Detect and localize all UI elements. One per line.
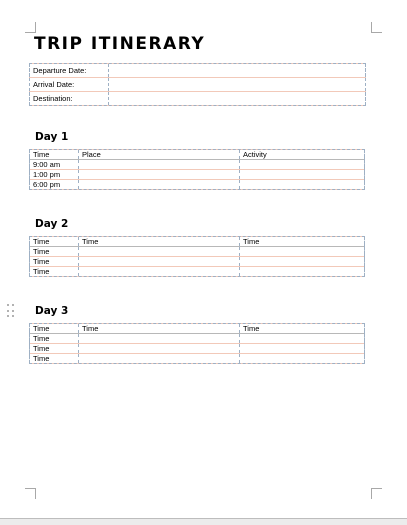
day-1-table [29, 149, 365, 190]
table-cell[interactable] [79, 344, 240, 354]
destination-label[interactable]: Destination: [30, 92, 109, 106]
table-header-row [30, 324, 365, 334]
table-row [30, 344, 365, 354]
time-cell[interactable]: Time [30, 257, 79, 267]
departure-date-value[interactable] [109, 64, 366, 78]
table-row [30, 267, 365, 277]
activity-cell[interactable] [240, 180, 365, 190]
day-2-heading[interactable]: Day 2 [35, 218, 69, 230]
table-row [30, 354, 365, 364]
arrival-date-value[interactable] [109, 78, 366, 92]
table-row [30, 334, 365, 344]
table-header-row [30, 150, 365, 160]
column-header-2[interactable]: Time [79, 237, 240, 247]
table-cell[interactable] [79, 257, 240, 267]
drag-handle-icon[interactable] [7, 304, 17, 320]
table-cell[interactable] [240, 257, 365, 267]
departure-date-label[interactable]: Departure Date: [30, 64, 109, 78]
table-row [30, 247, 365, 257]
table-row [30, 257, 365, 267]
arrival-date-label[interactable]: Arrival Date: [30, 78, 109, 92]
table-cell[interactable] [240, 247, 365, 257]
table-cell[interactable] [79, 334, 240, 344]
place-cell[interactable] [79, 170, 240, 180]
trip-info-row [30, 64, 366, 78]
table-cell[interactable] [79, 267, 240, 277]
time-cell[interactable]: Time [30, 334, 79, 344]
day-2-table [29, 236, 365, 277]
table-cell[interactable] [79, 247, 240, 257]
time-cell[interactable]: 9:00 am [30, 160, 79, 170]
table-cell[interactable] [240, 334, 365, 344]
time-cell[interactable]: Time [30, 344, 79, 354]
time-cell[interactable]: 1:00 pm [30, 170, 79, 180]
column-header-place[interactable]: Place [79, 150, 240, 160]
column-header-2[interactable]: Time [79, 324, 240, 334]
day-3-heading[interactable]: Day 3 [35, 305, 69, 317]
table-cell[interactable] [240, 344, 365, 354]
page-corner-mark-top-right [371, 22, 382, 33]
column-header-time[interactable]: Time [30, 150, 79, 160]
table-row [30, 180, 365, 190]
activity-cell[interactable] [240, 170, 365, 180]
page-corner-mark-bottom-right [371, 488, 382, 499]
time-cell[interactable]: Time [30, 267, 79, 277]
page-corner-mark-top-left [25, 22, 36, 33]
page-corner-mark-bottom-left [25, 488, 36, 499]
destination-value[interactable] [109, 92, 366, 106]
place-cell[interactable] [79, 160, 240, 170]
trip-info-row [30, 92, 366, 106]
window-bottom-edge [0, 518, 407, 525]
column-header-3[interactable]: Time [240, 237, 365, 247]
trip-info-table [29, 63, 366, 106]
day-1-heading[interactable]: Day 1 [35, 131, 69, 143]
time-cell[interactable]: Time [30, 247, 79, 257]
place-cell[interactable] [79, 180, 240, 190]
table-header-row [30, 237, 365, 247]
column-header-1[interactable]: Time [30, 237, 79, 247]
day-3-table [29, 323, 365, 364]
trip-info-row [30, 78, 366, 92]
document-title[interactable]: TRIP ITINERARY [34, 34, 206, 54]
table-cell[interactable] [240, 267, 365, 277]
table-cell[interactable] [240, 354, 365, 364]
column-header-1[interactable]: Time [30, 324, 79, 334]
column-header-3[interactable]: Time [240, 324, 365, 334]
time-cell[interactable]: Time [30, 354, 79, 364]
table-row [30, 160, 365, 170]
column-header-activity[interactable]: Activity [240, 150, 365, 160]
activity-cell[interactable] [240, 160, 365, 170]
table-row [30, 170, 365, 180]
table-cell[interactable] [79, 354, 240, 364]
time-cell[interactable]: 6:00 pm [30, 180, 79, 190]
